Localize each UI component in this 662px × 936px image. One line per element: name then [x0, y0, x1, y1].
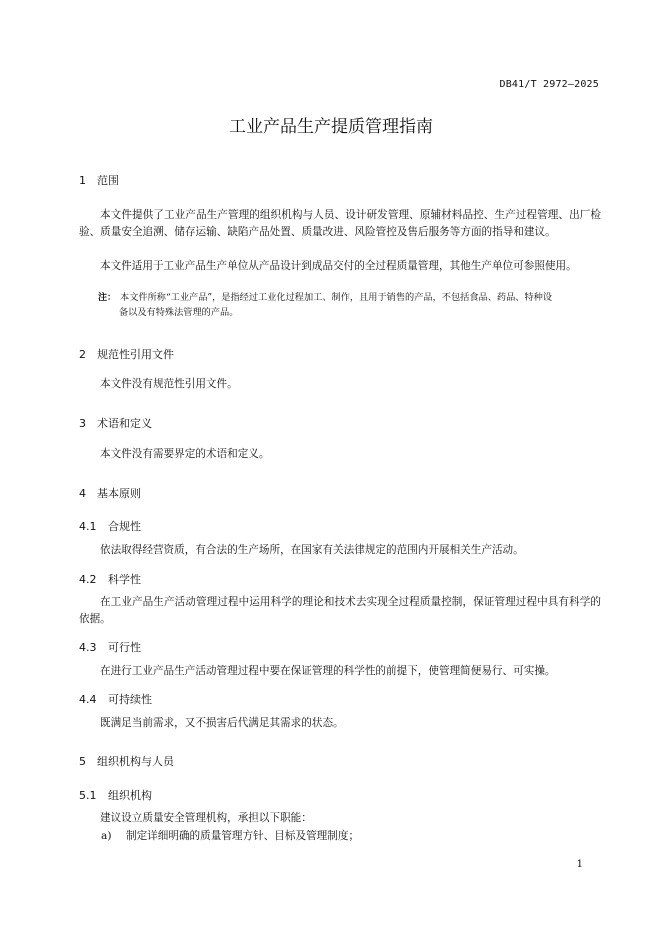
subsection-heading-4-3: 4.3 可行性	[79, 641, 141, 654]
subsection-heading-5-1: 5.1 组织机构	[79, 789, 152, 802]
section-heading-principles: 4 基本原则	[79, 487, 141, 500]
terms-paragraph: 本文件没有需要界定的术语和定义。	[100, 448, 270, 460]
principle-4-3-text: 在进行工业产品生产活动管理过程中要在保证管理的科学性的前提下，使管理简便易行、可实操。	[100, 665, 556, 677]
section-heading-scope: 1 范围	[79, 174, 119, 187]
normative-references-paragraph: 本文件没有规范性引用文件。	[100, 378, 238, 390]
section-heading-organization: 5 组织机构与人员	[79, 755, 174, 768]
principle-4-1-text: 依法取得经营资质，有合法的生产场所，在国家有关法律规定的范围内开展相关生产活动。	[100, 544, 524, 556]
principle-4-4-text: 既满足当前需求，又不损害后代满足其需求的状态。	[100, 717, 344, 729]
document-code: DB41/T 2972—2025	[499, 79, 599, 90]
subsection-heading-4-1: 4.1 合规性	[79, 520, 141, 533]
section-heading-terms: 3 术语和定义	[79, 417, 152, 430]
page-number: 1	[576, 859, 583, 870]
subsection-heading-4-4: 4.4 可持续性	[79, 693, 152, 706]
principle-4-2-text: 在工业产品生产活动管理过程中运用科学的理论和技术去实现全过程质量控制，保证管理过程中具有科学的依据。	[79, 596, 601, 625]
subsection-heading-4-2: 4.2 科学性	[79, 573, 141, 586]
organization-intro-text: 建议设立质量安全管理机构，承担以下职能：	[100, 812, 312, 824]
scope-paragraph-1: 本文件提供了工业产品生产管理的组织机构与人员、设计研发管理、原辅材料品控、生产过程管理、出厂检验、质量安全追溯、储存运输、缺陷产品处置、质量改进、风险管控及售后服务等方面的指导和建议。	[79, 209, 601, 238]
list-item: a) 制定详细明确的质量管理方针、目标及管理制度；	[101, 830, 360, 842]
note-label: 注：	[98, 293, 117, 303]
note-line-2: 备以及有特殊法管理的产品。	[119, 306, 239, 318]
section-heading-normative-references: 2 规范性引用文件	[79, 348, 174, 361]
note-line-1: 本文件所称“工业产品”，是指经过工业化过程加工、制作，且用于销售的产品，不包括食品、药品、特种设	[120, 292, 553, 303]
page-title: 工业产品生产提质管理指南	[229, 117, 433, 137]
scope-paragraph-2: 本文件适用于工业产品生产单位从产品设计到成品交付的全过程质量管理，其他生产单位可参照使用。	[100, 260, 577, 272]
scope-note	[98, 291, 602, 320]
